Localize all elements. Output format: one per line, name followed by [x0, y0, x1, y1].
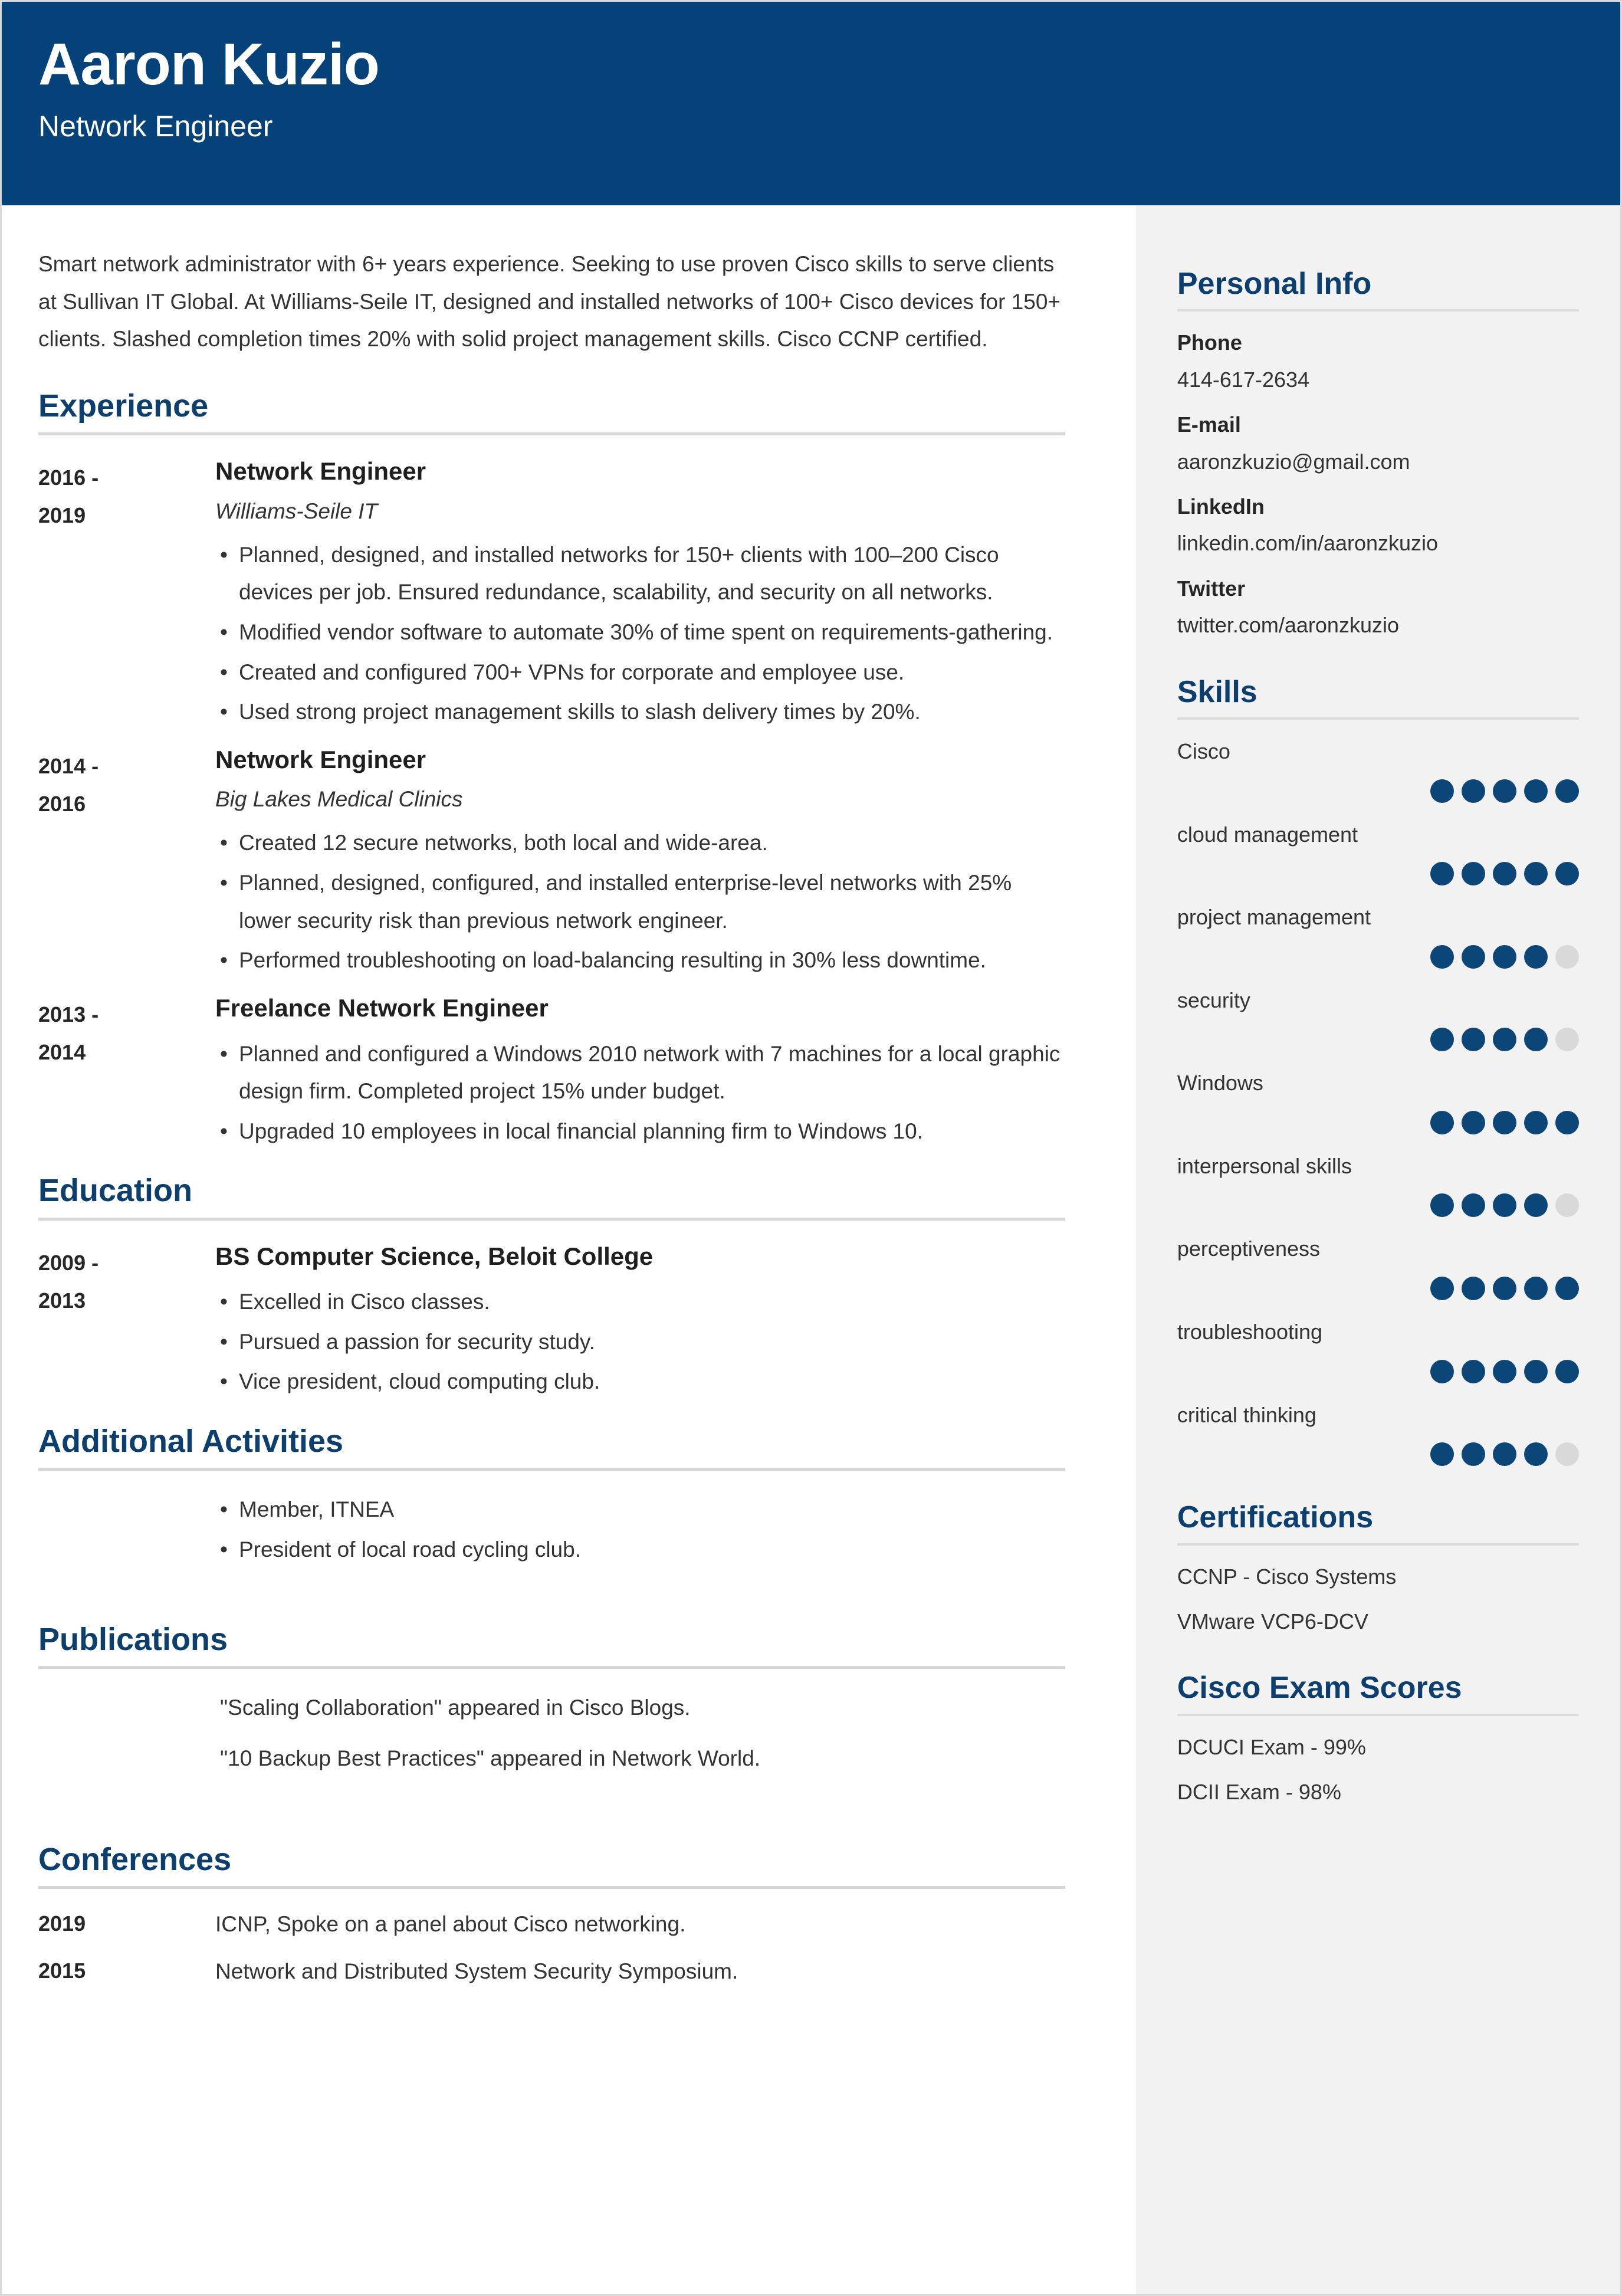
sidebar-section-personal-info [1177, 265, 1579, 641]
sidebar-title-certifications: Certifications [1177, 1500, 1374, 1535]
skill-rating-dots [1177, 862, 1579, 885]
section-divider [38, 1218, 1065, 1221]
rating-dot-filled [1524, 1277, 1548, 1300]
resume-body [2, 205, 1620, 2294]
personal-info-value-email[interactable]: aaronzkuzio@gmail.com [1177, 449, 1410, 474]
entry-role: Freelance Network Engineer [215, 993, 549, 1022]
skill-name: troubleshooting [1177, 1320, 1323, 1344]
rating-dot-filled [1524, 1360, 1548, 1383]
section-divider [38, 1886, 1065, 1889]
entry-body [215, 1241, 1065, 1403]
skill-name: security [1177, 988, 1250, 1012]
skill-rating-dots [1177, 1360, 1579, 1383]
skill-row [1177, 986, 1579, 1052]
list-item: • Upgraded 10 employees in local financial planning firm to Windows 10. [215, 1113, 1065, 1150]
list-item: "Scaling Collaboration" appeared in Cisco Blogs. [220, 1695, 691, 1720]
skill-row [1177, 1318, 1579, 1383]
rating-dot-filled [1462, 862, 1485, 885]
date-start: 2009 - [38, 1250, 99, 1275]
rating-dot-filled [1524, 1028, 1548, 1051]
skill-name: Cisco [1177, 739, 1230, 763]
entry-dates [38, 1241, 215, 1403]
date-start: 2016 - [38, 465, 99, 490]
entry-bullets [215, 1035, 1065, 1150]
entry-role: Network Engineer [215, 457, 426, 485]
date-end: 2019 [38, 503, 86, 528]
certification-item: CCNP - Cisco Systems [1177, 1564, 1397, 1589]
rating-dot-filled [1430, 1193, 1454, 1217]
rating-dot-filled [1462, 1277, 1485, 1300]
candidate-name: Aaron Kuzio [38, 31, 379, 97]
conference-year: 2019 [38, 1911, 86, 1936]
skill-row [1177, 1235, 1579, 1300]
rating-dot-filled [1524, 1442, 1548, 1466]
sidebar-title-skills: Skills [1177, 674, 1257, 709]
sidebar-divider [1177, 309, 1579, 311]
entry-body [215, 744, 1065, 982]
education-entry [38, 1241, 1065, 1403]
rating-dot-filled [1430, 1277, 1454, 1300]
section-title-conferences: Conferences [38, 1841, 232, 1877]
rating-dot-filled [1555, 862, 1579, 885]
skill-name: project management [1177, 905, 1371, 930]
section-divider [38, 1468, 1065, 1471]
conference-year: 2015 [38, 1958, 86, 1983]
spacer [1177, 641, 1579, 656]
rating-dot-filled [1493, 1277, 1516, 1300]
rating-dot-filled [1493, 862, 1516, 885]
rating-dot-filled [1430, 862, 1454, 885]
personal-info-label-email: E-mail [1177, 412, 1241, 437]
experience-entry [38, 744, 1065, 982]
date-end: 2013 [38, 1288, 86, 1313]
section-title-additional-activities: Additional Activities [38, 1423, 344, 1459]
list-item: • Created and configured 700+ VPNs for corporate and employee use. [215, 654, 1065, 691]
rating-dot-filled [1493, 945, 1516, 969]
rating-dot-filled [1462, 1360, 1485, 1383]
personal-info-label-twitter: Twitter [1177, 576, 1246, 601]
entry-bullets [215, 536, 1065, 731]
rating-dot-filled [1493, 1028, 1516, 1051]
experience-entry [38, 992, 1065, 1152]
spacer [1177, 1466, 1579, 1481]
skill-rating-dots [1177, 1028, 1579, 1051]
section-title-publications: Publications [38, 1622, 228, 1658]
rating-dot-filled [1430, 1111, 1454, 1134]
rating-dot-filled [1462, 1028, 1485, 1051]
sidebar-divider [1177, 1543, 1579, 1546]
sidebar-title-exam-scores: Cisco Exam Scores [1177, 1671, 1462, 1705]
list-item: • Planned, designed, configured, and installed enterprise-level networks with 25% lower security risk than previous network engineer. [215, 864, 1065, 939]
sidebar-divider [1177, 1714, 1579, 1716]
certification-item: VMware VCP6-DCV [1177, 1609, 1368, 1634]
skill-row [1177, 1152, 1579, 1218]
skill-row [1177, 1401, 1579, 1467]
entry-body [215, 455, 1065, 733]
section-education [38, 1172, 1065, 1403]
skill-name: Windows [1177, 1071, 1263, 1095]
entry-role: Network Engineer [215, 745, 426, 773]
list-item: • Vice president, cloud computing club. [215, 1363, 1065, 1400]
activities-bullets [215, 1491, 1065, 1568]
rating-dot-filled [1430, 1028, 1454, 1051]
entry-dates [38, 992, 215, 1152]
list-item: • Excelled in Cisco classes. [215, 1283, 1065, 1321]
sidebar-section-skills [1177, 674, 1579, 1467]
sidebar-divider [1177, 717, 1579, 720]
rating-dot-filled [1493, 1360, 1516, 1383]
publications-block [38, 1689, 1065, 1777]
candidate-job-title: Network Engineer [38, 110, 273, 143]
skill-name: critical thinking [1177, 1402, 1316, 1427]
rating-dot-filled [1524, 1193, 1548, 1217]
skill-row [1177, 737, 1579, 803]
rating-dot-filled [1555, 1277, 1579, 1300]
rating-dot-filled [1430, 945, 1454, 969]
skill-name: perceptiveness [1177, 1236, 1320, 1261]
personal-info-value-phone[interactable]: 414-617-2634 [1177, 367, 1310, 392]
entry-company: Williams-Seile IT [215, 498, 378, 523]
skill-rating-dots [1177, 779, 1579, 803]
rating-dot-filled [1524, 945, 1548, 969]
conference-text: ICNP, Spoke on a panel about Cisco networking. [215, 1911, 686, 1936]
conference-row [38, 1909, 1065, 1940]
skills-list [1177, 737, 1579, 1466]
section-divider [38, 1666, 1065, 1669]
exam-score-item: DCUCI Exam - 99% [1177, 1734, 1366, 1759]
rating-dot-filled [1555, 1360, 1579, 1383]
skill-name: interpersonal skills [1177, 1153, 1352, 1178]
conference-text: Network and Distributed System Security Symposium. [215, 1959, 738, 1983]
rating-dot-filled [1524, 1111, 1548, 1134]
entry-body [215, 992, 1065, 1152]
section-conferences [38, 1841, 1065, 1987]
entry-company: Big Lakes Medical Clinics [215, 787, 463, 812]
rating-dot-filled [1462, 1193, 1485, 1217]
rating-dot-filled [1462, 1111, 1485, 1134]
skill-name: cloud management [1177, 822, 1358, 847]
rating-dot-filled [1524, 779, 1548, 803]
sidebar-section-exam-scores [1177, 1669, 1579, 1807]
personal-info-value-twitter[interactable]: twitter.com/aaronzkuzio [1177, 613, 1399, 638]
skill-row [1177, 821, 1579, 886]
rating-dot-empty [1555, 1028, 1579, 1051]
section-title-experience: Experience [38, 388, 209, 424]
rating-dot-empty [1555, 1193, 1579, 1217]
skill-rating-dots [1177, 1442, 1579, 1466]
date-end: 2014 [38, 1040, 86, 1065]
section-additional-activities [38, 1423, 1065, 1601]
skill-rating-dots [1177, 945, 1579, 969]
list-item: "10 Backup Best Practices" appeared in Network World. [220, 1746, 761, 1771]
skill-rating-dots [1177, 1277, 1579, 1300]
rating-dot-filled [1555, 1111, 1579, 1134]
rating-dot-filled [1493, 1442, 1516, 1466]
list-item: • Created 12 secure networks, both local and wide-area. [215, 824, 1065, 862]
date-start: 2014 - [38, 753, 99, 778]
list-item: • Planned, designed, and installed networks for 150+ clients with 100–200 Cisco devices per job. Ensured redundance, scalability, and security on all networks. [215, 536, 1065, 611]
skill-row [1177, 1069, 1579, 1134]
spacer [38, 1570, 1065, 1601]
rating-dot-filled [1493, 779, 1516, 803]
rating-dot-filled [1555, 779, 1579, 803]
personal-info-label-linkedin: LinkedIn [1177, 494, 1265, 519]
sidebar-section-certifications [1177, 1499, 1579, 1636]
rating-dot-filled [1462, 779, 1485, 803]
entry-dates [38, 744, 215, 982]
spacer [1177, 1636, 1579, 1652]
entry-bullets [215, 824, 1065, 979]
main-column [2, 205, 1136, 2294]
list-item: • Modified vendor software to automate 30% of time spent on requirements-gathering. [215, 614, 1065, 651]
entry-degree: BS Computer Science, Beloit College [215, 1242, 654, 1270]
spacer [38, 1790, 1065, 1821]
date-start: 2013 - [38, 1002, 99, 1026]
activities-block [38, 1491, 1065, 1568]
personal-info-value-linkedin[interactable]: linkedin.com/in/aaronzkuzio [1177, 531, 1439, 556]
rating-dot-filled [1430, 1360, 1454, 1383]
list-item: • Member, ITNEA [215, 1491, 1065, 1529]
exam-score-item: DCII Exam - 98% [1177, 1780, 1341, 1805]
skill-row [1177, 903, 1579, 969]
rating-dot-filled [1430, 1442, 1454, 1466]
experience-entry [38, 455, 1065, 733]
rating-dot-filled [1524, 862, 1548, 885]
resume-header [2, 2, 1620, 205]
personal-info-label-phone: Phone [1177, 330, 1242, 355]
sidebar-column [1136, 205, 1620, 2294]
section-publications [38, 1621, 1065, 1821]
section-title-education: Education [38, 1173, 193, 1209]
skill-rating-dots [1177, 1193, 1579, 1217]
rating-dot-filled [1430, 779, 1454, 803]
list-item: • Performed troubleshooting on load-balancing resulting in 30% less downtime. [215, 942, 1065, 979]
list-item: • Planned and configured a Windows 2010 network with 7 machines for a local graphic design firm. Completed project 15% under budget. [215, 1035, 1065, 1110]
rating-dot-filled [1462, 945, 1485, 969]
sidebar-title-personal-info: Personal Info [1177, 267, 1372, 301]
rating-dot-filled [1493, 1111, 1516, 1134]
rating-dot-filled [1462, 1442, 1485, 1466]
rating-dot-filled [1493, 1193, 1516, 1217]
section-experience [38, 388, 1065, 1153]
list-item: • Pursued a passion for security study. [215, 1323, 1065, 1361]
rating-dot-empty [1555, 945, 1579, 969]
rating-dot-empty [1555, 1442, 1579, 1466]
entry-dates [38, 455, 215, 733]
skill-rating-dots [1177, 1111, 1579, 1134]
professional-summary: Smart network administrator with 6+ years experience. Seeking to use proven Cisco skills to serve clients at Sullivan IT Global. At Williams-Seile IT, designed and installed networks of 100+ Cisco devices for 150+ clients. Slashed completion times 20% with solid project management skills. Cisco CCNP certified. [38, 252, 1061, 352]
entry-bullets [215, 1283, 1065, 1400]
list-item: • President of local road cycling club. [215, 1531, 1065, 1569]
date-end: 2016 [38, 791, 86, 816]
list-item: • Used strong project management skills to slash delivery times by 20%. [215, 693, 1065, 731]
conference-row [38, 1956, 1065, 1987]
section-divider [38, 432, 1065, 435]
